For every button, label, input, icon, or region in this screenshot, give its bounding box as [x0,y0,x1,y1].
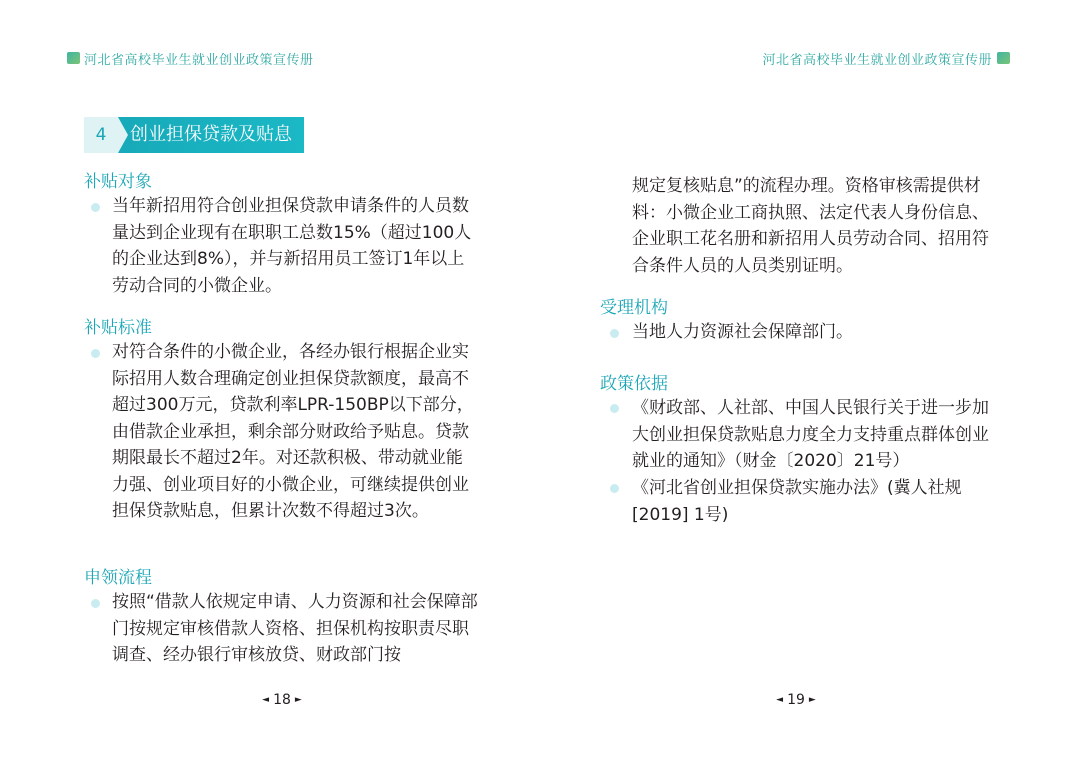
policy-basis-item-1: 《财政部、人社部、中国人民银行关于进一步加大创业担保贷款贴息力度全力支持重点群体创业就业的通知》（财金〔2020〕21号） [632,398,989,471]
heading-subsidy-standard: 补贴标准 [84,318,152,338]
header-mark-right [997,52,1010,64]
section-number: 4 [95,125,107,145]
running-header-left: 河北省高校毕业生就业创业政策宣传册 [84,53,314,68]
bullet-icon [91,349,100,358]
page-prev-arrow-icon: ◄ [262,695,270,705]
subsidy-standard-text: 对符合条件的小微企业，各经办银行根据企业实际招用人数合理确定创业担保贷款额度，最高不超过300万元，贷款利率LPR-150BP以下部分，由借款企业承担，剩余部分财政给予贴息。贷款期限最长不超过2年。对还款积极、带动就业能力强、创业项目好的小微企业，可继续提供创业担保贷款贴息，但累计次数不得超过3次。 [112,342,474,521]
page-next-arrow-icon: ► [808,695,816,705]
application-process-text: 按照“借款人依规定申请、人力资源和社会保障部门按规定审核借款人资格、担保机构按职责尽职调查、经办银行审核放贷、财政部门按 [112,592,478,665]
heading-agency: 受理机构 [600,298,668,318]
page-number-text: 18 [273,692,291,708]
section-title-bar [84,117,304,153]
heading-policy-basis: 政策依据 [600,374,668,394]
bullet-icon [610,329,619,338]
running-header-right: 河北省高校毕业生就业创业政策宣传册 [762,53,992,68]
page-next-arrow-icon: ► [294,695,302,705]
heading-application-process: 申领流程 [84,568,152,588]
heading-subsidy-target: 补贴对象 [84,172,152,192]
bullet-icon [610,404,619,413]
page-prev-arrow-icon: ◄ [776,695,784,705]
policy-basis-item-2: 《河北省创业担保贷款实施办法》(冀人社规[2019] 1号) [632,478,962,525]
bullet-icon [610,484,619,493]
header-mark-left [67,52,80,64]
subsidy-target-text: 当年新招用符合创业担保贷款申请条件的人员数量达到企业现有在职职工总数15%（超过100人的企业达到8%），并与新招用员工签订1年以上劳动合同的小微企业。 [112,196,472,296]
agency-text: 当地人力资源社会保障部门。 [632,322,853,342]
page-number-left [252,692,312,708]
page-number-text: 19 [787,692,805,708]
application-process-continuation: 规定复核贴息”的流程办理。资格审核需提供材料：小微企业工商执照、法定代表人身份信息、企业职工花名册和新招用人员劳动合同、招用符合条件人员的人员类别证明。 [632,176,989,276]
bullet-icon [91,203,100,212]
page-number-right [766,692,826,708]
section-arrow [118,117,128,153]
bullet-icon [91,599,100,608]
section-title: 创业担保贷款及贴息 [130,124,292,145]
